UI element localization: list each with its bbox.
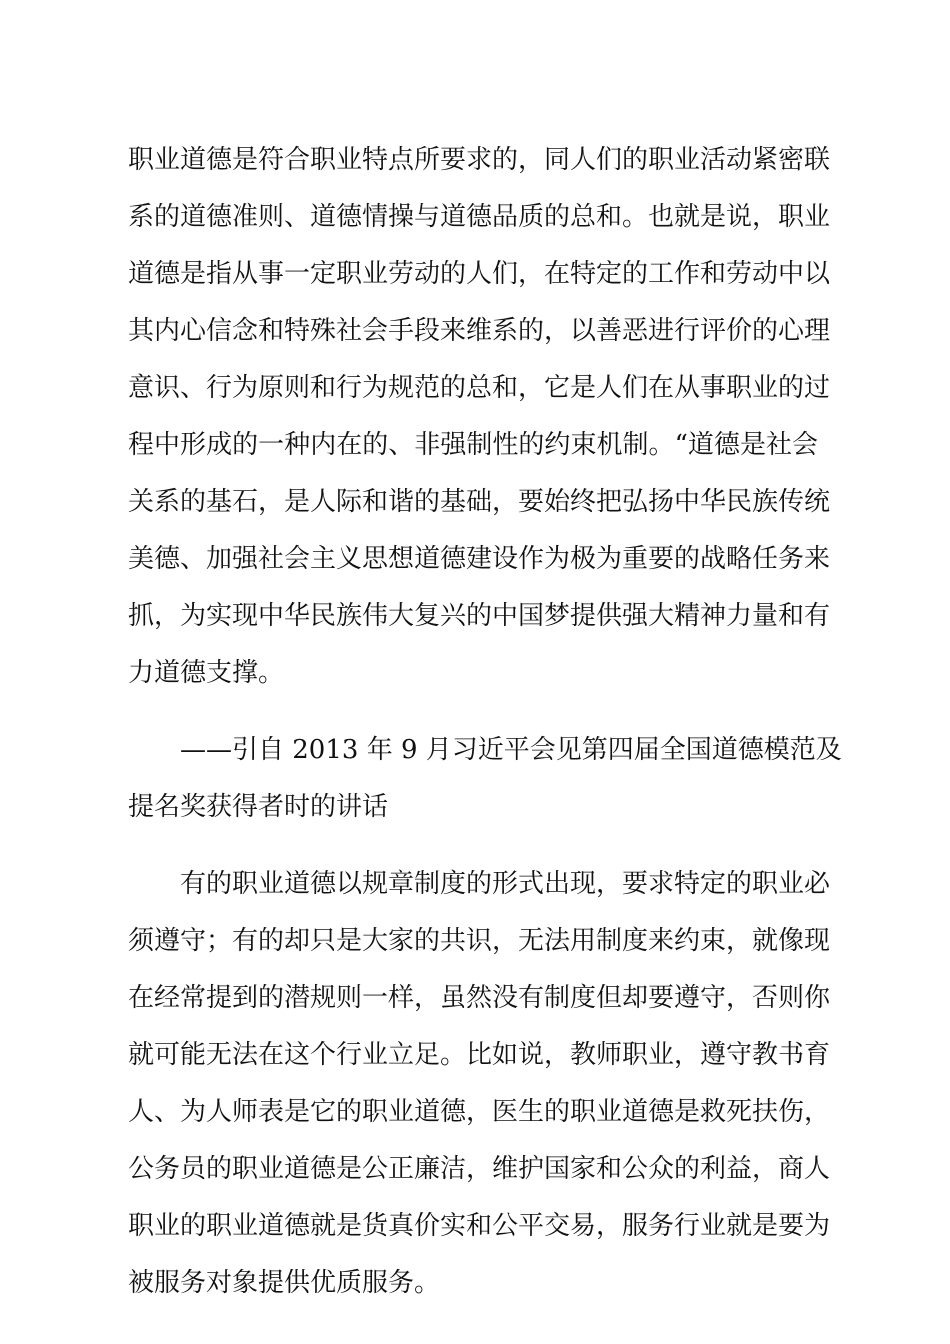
text-line: 美德、加强社会主义思想道德建设作为极为重要的战略任务来 <box>128 544 831 574</box>
text-line: 人、为人师表是它的职业道德，医生的职业道德是救死扶伤， <box>128 1097 831 1127</box>
text-line: 公务员的职业道德是公正廉洁，维护国家和公众的利益，商人 <box>128 1154 831 1184</box>
text-line: 有的职业道德以规章制度的形式出现，要求特定的职业必 <box>180 869 831 899</box>
text-line: 提名奖获得者时的讲话 <box>128 792 389 822</box>
text-line: 道德是指从事一定职业劳动的人们，在特定的工作和劳动中以 <box>128 259 831 289</box>
text-line: 关系的基石，是人际和谐的基础，要始终把弘扬中华民族传统 <box>128 487 831 517</box>
text-line: 职业的职业道德就是货真价实和公平交易，服务行业就是要为 <box>128 1211 831 1241</box>
text-line: 被服务对象提供优质服务。 <box>128 1268 441 1298</box>
text-line: 须遵守；有的却只是大家的共识，无法用制度来约束，就像现 <box>128 926 831 956</box>
text-line: 程中形成的一种内在的、非强制性的约束机制。“道德是社会 <box>128 430 818 460</box>
text-line: 就可能无法在这个行业立足。比如说，教师职业，遵守教书育 <box>128 1040 831 1070</box>
text-line: 在经常提到的潜规则一样，虽然没有制度但却要遵守，否则你 <box>128 983 831 1013</box>
text-line: 抓，为实现中华民族伟大复兴的中国梦提供强大精神力量和有 <box>128 601 831 631</box>
text-line: ——引自 2013 年 9 月习近平会见第四届全国道德模范及 <box>180 735 842 765</box>
text-line: 系的道德准则、道德情操与道德品质的总和。也就是说，职业 <box>128 202 831 232</box>
text-line: 其内心信念和特殊社会手段来维系的，以善恶进行评价的心理 <box>128 316 831 346</box>
text-line: 力道德支撑。 <box>128 658 285 688</box>
text-line: 意识、行为原则和行为规范的总和，它是人们在从事职业的过 <box>128 373 831 403</box>
text-line: 职业道德是符合职业特点所要求的，同人们的职业活动紧密联 <box>128 145 831 175</box>
